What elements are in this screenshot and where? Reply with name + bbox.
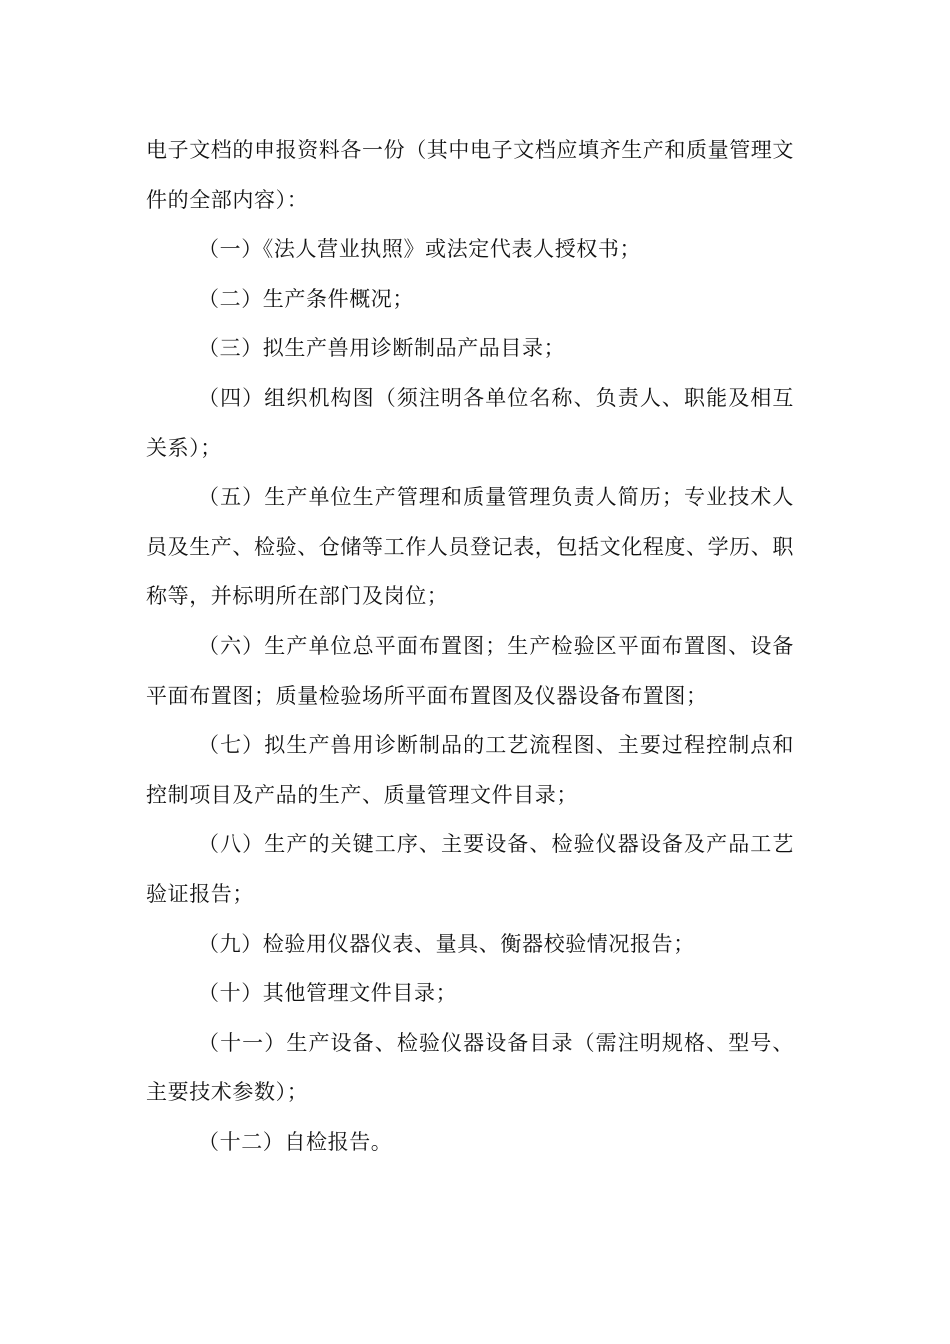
list-item-12: （十二）自检报告。 <box>198 1129 393 1154</box>
list-item-9: （九）检验用仪器仪表、量具、衡器校验情况报告； <box>198 931 695 956</box>
list-item-10: （十）其他管理文件目录； <box>198 981 458 1006</box>
list-item-4: （四）组织机构图（须注明各单位名称、负责人、职能及相互关系）； <box>146 385 794 460</box>
paragraph-intro: 电子文档的申报资料各一份（其中电子文档应填齐生产和质量管理文件的全部内容）： <box>146 138 794 212</box>
list-item-1: （一）《法人营业执照》或法定代表人授权书； <box>198 237 642 262</box>
list-item-6: （六）生产单位总平面布置图；生产检验区平面布置图、设备平面布置图；质量检验场所平面布置图及仪器设备布置图； <box>146 633 794 708</box>
document-body <box>146 126 794 1167</box>
list-item-3: （三）拟生产兽用诊断制品产品目录； <box>198 336 566 361</box>
list-item-7: （七）拟生产兽用诊断制品的工艺流程图、主要过程控制点和控制项目及产品的生产、质量管理文件目录； <box>146 733 794 807</box>
list-item-8: （八）生产的关键工序、主要设备、检验仪器设备及产品工艺验证报告； <box>146 832 794 906</box>
list-item-11: （十一）生产设备、检验仪器设备目录（需注明规格、型号、主要技术参数）； <box>146 1030 794 1105</box>
list-item-2: （二）生产条件概况； <box>198 286 414 311</box>
list-item-5: （五）生产单位生产管理和质量管理负责人简历；专业技术人员及生产、检验、仓储等工作人员登记表，包括文化程度、学历、职称等，并标明所在部门及岗位； <box>146 485 794 609</box>
